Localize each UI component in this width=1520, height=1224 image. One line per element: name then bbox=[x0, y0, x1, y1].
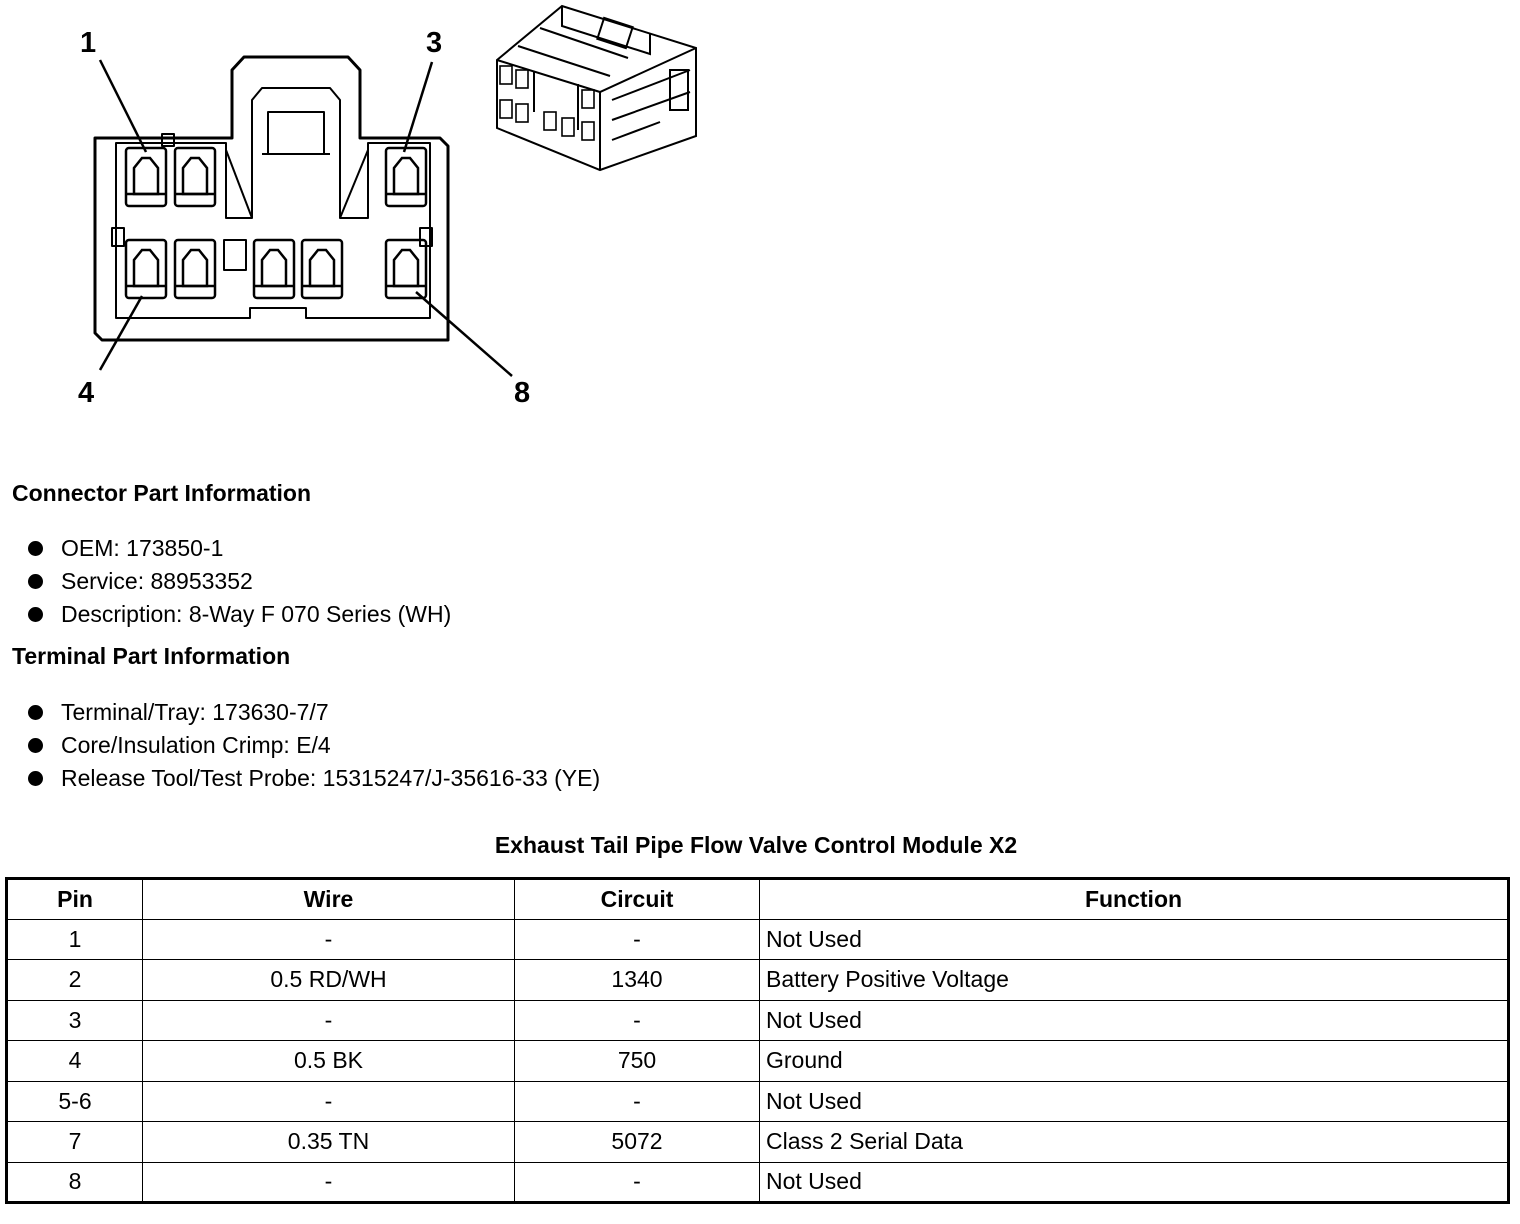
cell-wire: 0.5 BK bbox=[143, 1041, 515, 1082]
column-header-wire: Wire bbox=[143, 879, 515, 920]
cell-function: Not Used bbox=[760, 1081, 1509, 1122]
terminal-cavity-4 bbox=[126, 240, 166, 298]
cell-pin: 3 bbox=[7, 1000, 143, 1041]
cell-circuit: 750 bbox=[515, 1041, 760, 1082]
cell-circuit: - bbox=[515, 1000, 760, 1041]
cell-pin: 2 bbox=[7, 960, 143, 1001]
cell-function: Battery Positive Voltage bbox=[760, 960, 1509, 1001]
cell-function: Ground bbox=[760, 1041, 1509, 1082]
cell-wire: 0.5 RD/WH bbox=[143, 960, 515, 1001]
terminal-cavity-7 bbox=[302, 240, 342, 298]
column-header-function: Function bbox=[760, 879, 1509, 920]
column-header-pin: Pin bbox=[7, 879, 143, 920]
list-item-text: Description: 8-Way F 070 Series (WH) bbox=[61, 601, 452, 627]
pin-label-4: 4 bbox=[78, 377, 95, 409]
pin-label-3: 3 bbox=[426, 27, 443, 59]
cell-circuit: - bbox=[515, 1162, 760, 1203]
terminal-cavity-2 bbox=[175, 148, 215, 206]
list-item-text: OEM: 173850-1 bbox=[61, 535, 224, 561]
leader-line-4 bbox=[100, 296, 142, 370]
terminal-cavity-8 bbox=[386, 240, 426, 298]
table-row bbox=[7, 1122, 1509, 1163]
table-header-row bbox=[7, 879, 1509, 920]
cell-circuit: 1340 bbox=[515, 960, 760, 1001]
list-item bbox=[28, 729, 600, 762]
cell-pin: 1 bbox=[7, 919, 143, 960]
terminal-cavity-6 bbox=[254, 240, 294, 298]
cell-wire: - bbox=[143, 1162, 515, 1203]
bullet-icon bbox=[28, 607, 43, 622]
table-row bbox=[7, 919, 1509, 960]
cell-circuit: - bbox=[515, 919, 760, 960]
pin-label-1: 1 bbox=[80, 27, 97, 59]
terminal-cavity-3 bbox=[386, 148, 426, 206]
cell-circuit: 5072 bbox=[515, 1122, 760, 1163]
terminal-part-info-list bbox=[28, 696, 600, 795]
list-item-text: Terminal/Tray: 173630-7/7 bbox=[61, 699, 329, 725]
list-item-text: Release Tool/Test Probe: 15315247/J-35616-33 (YE) bbox=[61, 765, 601, 791]
cell-pin: 7 bbox=[7, 1122, 143, 1163]
list-item-text: Service: 88953352 bbox=[61, 568, 253, 594]
pin-table bbox=[5, 877, 1510, 1204]
bullet-icon bbox=[28, 771, 43, 786]
connector-part-info-heading: Connector Part Information bbox=[12, 480, 312, 506]
cell-function: Not Used bbox=[760, 919, 1509, 960]
bullet-icon bbox=[28, 574, 43, 589]
bullet-icon bbox=[28, 541, 43, 556]
terminal-cavity-5 bbox=[175, 240, 215, 298]
bullet-icon bbox=[28, 705, 43, 720]
table-title: Exhaust Tail Pipe Flow Valve Control Module X2 bbox=[494, 832, 1018, 858]
list-item bbox=[28, 696, 600, 729]
terminal-part-info-heading: Terminal Part Information bbox=[12, 643, 291, 669]
connector-3d-view bbox=[497, 6, 696, 170]
list-item-text: Core/Insulation Crimp: E/4 bbox=[61, 732, 331, 758]
cell-wire: - bbox=[143, 919, 515, 960]
cell-pin: 4 bbox=[7, 1041, 143, 1082]
list-item bbox=[28, 762, 600, 795]
table-row bbox=[7, 1000, 1509, 1041]
list-item bbox=[28, 598, 451, 631]
cell-pin: 8 bbox=[7, 1162, 143, 1203]
cell-wire: - bbox=[143, 1000, 515, 1041]
column-header-circuit: Circuit bbox=[515, 879, 760, 920]
cell-wire: 0.35 TN bbox=[143, 1122, 515, 1163]
table-row bbox=[7, 1041, 1509, 1082]
cell-function: Class 2 Serial Data bbox=[760, 1122, 1509, 1163]
cell-function: Not Used bbox=[760, 1162, 1509, 1203]
cell-wire: - bbox=[143, 1081, 515, 1122]
list-item bbox=[28, 532, 451, 565]
list-item bbox=[28, 565, 451, 598]
terminal-cavity-1 bbox=[126, 148, 166, 206]
pin-label-8: 8 bbox=[514, 377, 531, 409]
connector-part-info-list bbox=[28, 532, 451, 631]
cell-circuit: - bbox=[515, 1081, 760, 1122]
connector-diagram bbox=[0, 0, 720, 420]
cell-pin: 5-6 bbox=[7, 1081, 143, 1122]
table-row bbox=[7, 1081, 1509, 1122]
cell-function: Not Used bbox=[760, 1000, 1509, 1041]
table-row bbox=[7, 960, 1509, 1001]
table-row bbox=[7, 1162, 1509, 1203]
bullet-icon bbox=[28, 738, 43, 753]
leader-line-8 bbox=[416, 292, 512, 376]
